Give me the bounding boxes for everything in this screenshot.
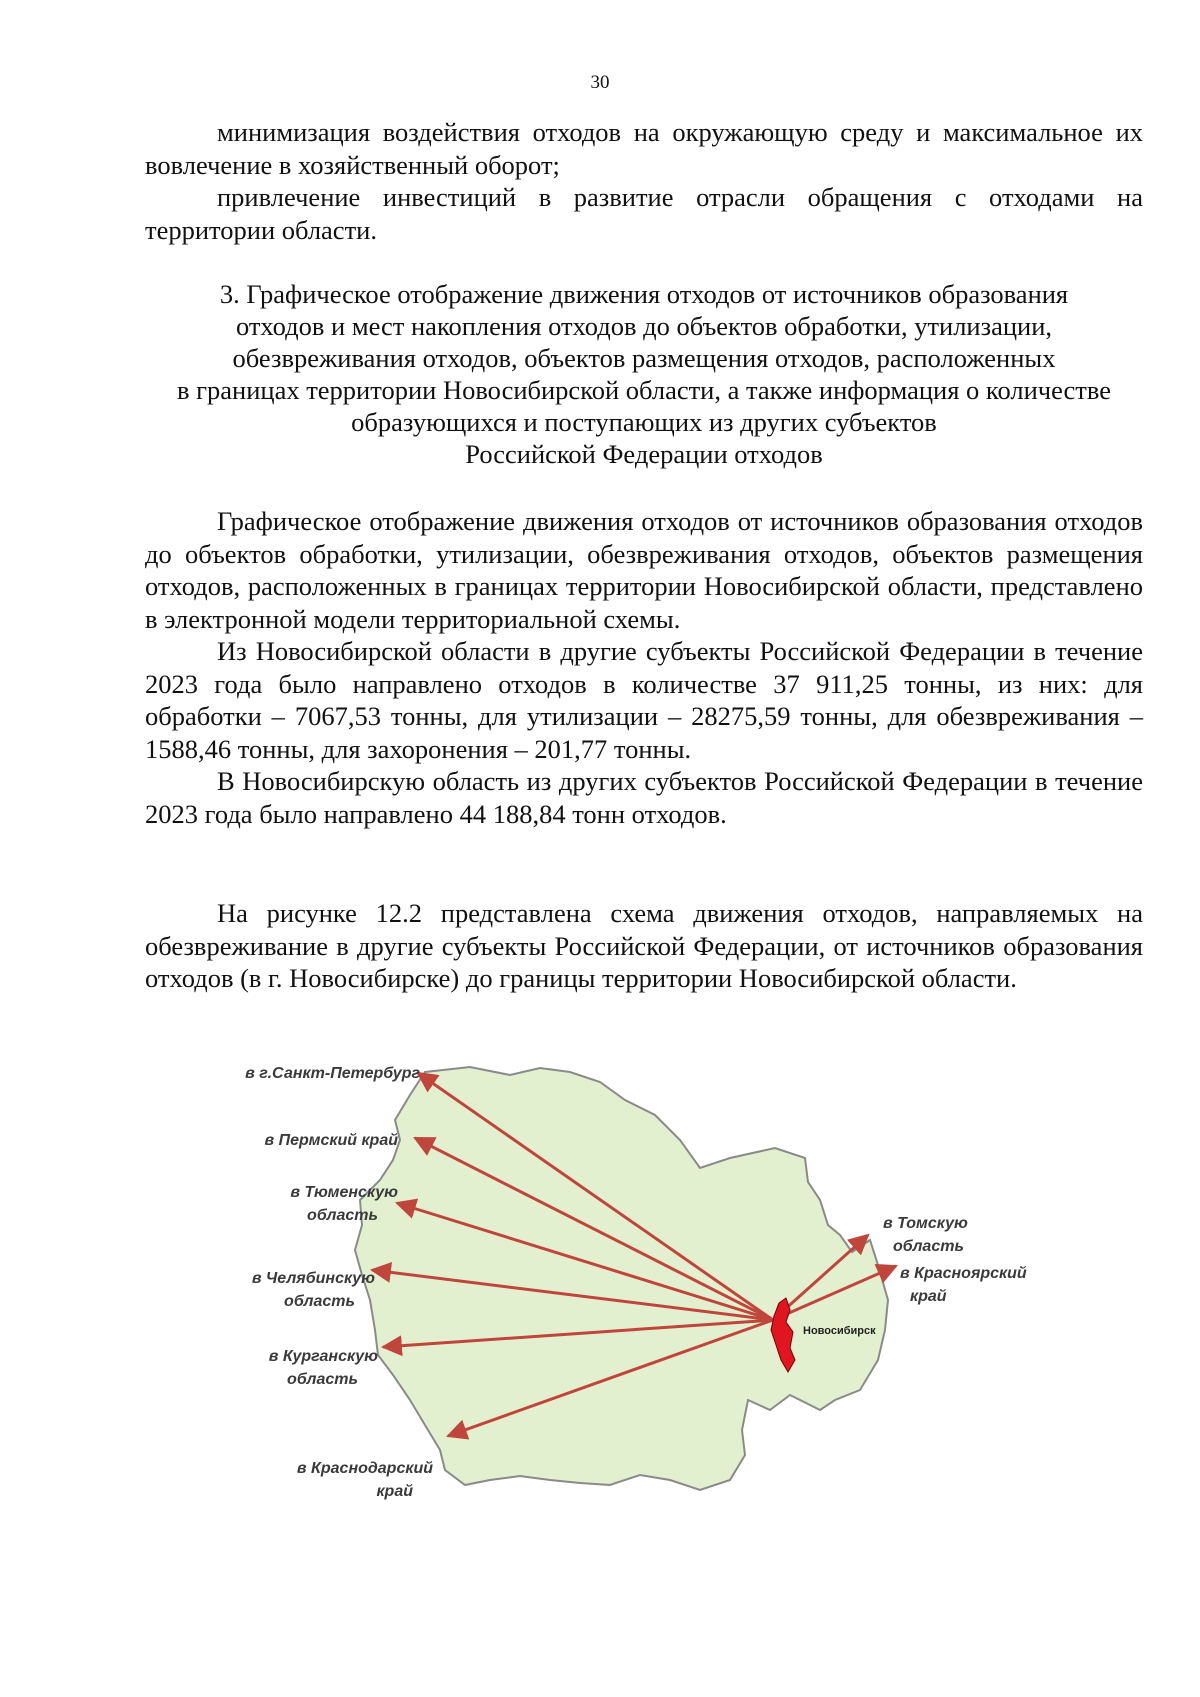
heading-line: 3. Графическое отображение движения отходов от источников образования xyxy=(219,279,1069,309)
destination-label xyxy=(265,1132,399,1149)
destination-label-line: в Красноярский xyxy=(900,1265,1027,1282)
destination-label-line: край xyxy=(910,1288,947,1305)
destination-label-line: край xyxy=(376,1483,413,1500)
heading-line: обезвреживания отходов, объектов размещения отходов, расположенных xyxy=(232,343,1056,373)
paragraph: В Новосибирскую область из других субъектов Российской Федерации в течение 2023 года было направлено 44 188,84 тонн отходов. xyxy=(145,766,1143,829)
destination-label-line: область xyxy=(287,1371,358,1388)
paragraph: Графическое отображение движения отходов от источников образования отходов до объектов обработки, утилизации, обезвреживания отходов, объектов размещения отходов, расположенных в границах территории Новосибирской области, представлено в электронной модели территориальной схемы. xyxy=(145,506,1143,634)
destination-label xyxy=(269,1348,378,1388)
destination-label-line: в Пермский край xyxy=(264,1132,398,1149)
figure-intro-text xyxy=(145,897,1143,995)
paragraph: минимизация воздействия отходов на окружающую среду и максимальное их вовлечение в хозяйственный оборот; xyxy=(145,117,1143,180)
destination-label xyxy=(900,1265,1027,1305)
destination-label-line: в г.Санкт-Петербург xyxy=(245,1065,420,1082)
main-text xyxy=(145,505,1143,830)
destination-label-line: область xyxy=(307,1207,378,1224)
heading-line: Российской Федерации отходов xyxy=(465,439,823,469)
destination-label-line: в Курганскую xyxy=(268,1348,378,1365)
paragraph: привлечение инвестиций в развитие отрасли обращения с отходами на территории области. xyxy=(145,182,1143,245)
intro-text xyxy=(145,116,1143,246)
section-heading xyxy=(140,278,1148,470)
heading-line: в границах территории Новосибирской области, а также информация о количестве xyxy=(177,375,1111,405)
page-number: 30 xyxy=(590,72,610,93)
heading-line: отходов и мест накопления отходов до объектов обработки, утилизации, xyxy=(235,311,1053,341)
destination-label xyxy=(245,1065,420,1082)
destination-label-line: в Краснодарский xyxy=(296,1460,433,1477)
destination-label-line: область xyxy=(284,1293,355,1310)
origin-city-label: Новосибирск xyxy=(803,1325,876,1337)
waste-flow-map xyxy=(230,1055,1060,1515)
destination-label xyxy=(883,1215,968,1255)
destination-label-line: в Челябинскую xyxy=(251,1270,375,1287)
heading-line: образующихся и поступающих из других субъектов xyxy=(351,407,937,437)
destination-label-line: область xyxy=(893,1238,964,1255)
paragraph: Из Новосибирской области в другие субъекты Российской Федерации в течение 2023 года было направлено отходов в количестве 37 911,25 тонны, из них: для обработки – 7067,53 тонны, для утилизации – 28275,59 тонны, для обезвреживания – 1588,46 тонны, для захоронения – 201,77 тонны. xyxy=(145,636,1143,764)
destination-label xyxy=(297,1460,433,1500)
destination-label-line: в Томскую xyxy=(883,1215,968,1232)
destination-label-line: в Тюменскую xyxy=(290,1184,398,1201)
paragraph: На рисунке 12.2 представлена схема движения отходов, направляемых на обезвреживание в другие субъекты Российской Федерации, от источников образования отходов (в г. Новосибирске) до границы территории Новосибирской области. xyxy=(145,898,1143,993)
destination-label xyxy=(252,1270,375,1310)
